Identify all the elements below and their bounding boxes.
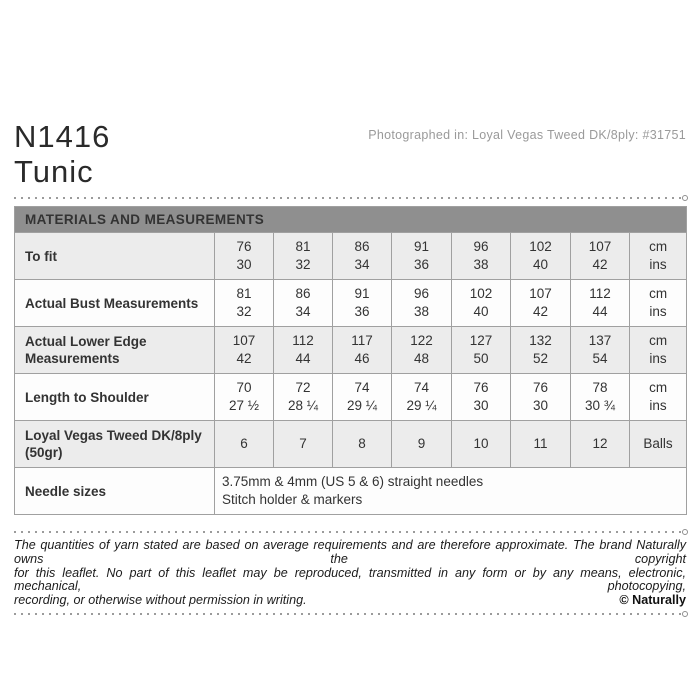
table-row-yarn [15,421,687,468]
value-cell: 86 34 [333,233,392,280]
value-cell: 132 52 [511,327,571,374]
section-header-row [15,207,687,233]
table-row-bust [15,280,687,327]
value-cell: 86 34 [274,280,333,327]
disclaimer-line: recording, or otherwise without permission in writing. [14,593,307,608]
value-cell: 96 38 [452,233,511,280]
value-cell: 6 [215,421,274,468]
value-cell: 112 44 [571,280,630,327]
value-cell: 107 42 [571,233,630,280]
value-cell: 76 30 [511,374,571,421]
value-cell: 7 [274,421,333,468]
value-cell: 112 44 [274,327,333,374]
disclaimer-line: for this leaflet. No part of this leaflet may be reproduced, transmitted in any form or by any means, electronic, mechanical, photocopying, [14,565,686,594]
value-cell: 91 36 [392,233,452,280]
value-cell: 11 [511,421,571,468]
unit-cell: Balls [630,421,687,468]
footer-disclaimer [14,539,686,608]
table-row-to-fit [15,233,687,280]
unit-cell: cm ins [630,280,687,327]
dotted-divider-top [14,195,686,200]
value-cell: 117 46 [333,327,392,374]
leaflet-page [14,0,686,617]
value-cell: 74 29 ¼ [333,374,392,421]
pattern-name: Tunic [14,154,94,189]
needle-info-line: 3.75mm & 4mm (US 5 & 6) straight needles [222,474,484,489]
needle-info-line: Stitch holder & markers [222,492,363,507]
value-cell: 81 32 [274,233,333,280]
section-header: MATERIALS AND MEASUREMENTS [15,207,687,233]
row-label: Actual Bust Measurements [15,280,215,327]
copyright-notice: © Naturally [619,593,686,608]
row-label: Loyal Vegas Tweed DK/8ply (50gr) [15,421,215,468]
value-cell: 78 30 ¾ [571,374,630,421]
row-label: Length to Shoulder [15,374,215,421]
value-cell: 12 [571,421,630,468]
value-cell: 102 40 [452,280,511,327]
value-cell: 74 29 ¼ [392,374,452,421]
table-row-lower-edge [15,327,687,374]
dotted-divider-bottom [14,612,686,617]
row-label: Actual Lower Edge Measurements [15,327,215,374]
value-cell: 76 30 [452,374,511,421]
value-cell: 9 [392,421,452,468]
unit-cell: cm ins [630,233,687,280]
value-cell: 137 54 [571,327,630,374]
page-header [14,119,686,195]
photo-credit: Photographed in: Loyal Vegas Tweed DK/8ply: #31751 [368,128,686,142]
value-cell: 107 42 [511,280,571,327]
unit-cell: cm ins [630,327,687,374]
unit-cell: cm ins [630,374,687,421]
disclaimer-last-line [14,594,686,608]
value-cell: 96 38 [392,280,452,327]
value-cell: 122 48 [392,327,452,374]
value-cell: 70 27 ½ [215,374,274,421]
value-cell: 127 50 [452,327,511,374]
disclaimer-line: The quantities of yarn stated are based on average requirements and are therefore approximate. The brand Naturally owns the copyright [14,538,686,566]
value-cell: 72 28 ¼ [274,374,333,421]
value-cell: 10 [452,421,511,468]
needle-info-cell [215,468,687,515]
value-cell: 81 32 [215,280,274,327]
value-cell: 76 30 [215,233,274,280]
dotted-divider-middle [14,529,686,534]
value-cell: 102 40 [511,233,571,280]
row-label: To fit [15,233,215,280]
table-row-needles [15,468,687,515]
table-row-length [15,374,687,421]
value-cell: 107 42 [215,327,274,374]
value-cell: 91 36 [333,280,392,327]
value-cell: 8 [333,421,392,468]
measurements-table [14,206,687,515]
row-label: Needle sizes [15,468,215,515]
pattern-number: N1416 [14,119,111,154]
